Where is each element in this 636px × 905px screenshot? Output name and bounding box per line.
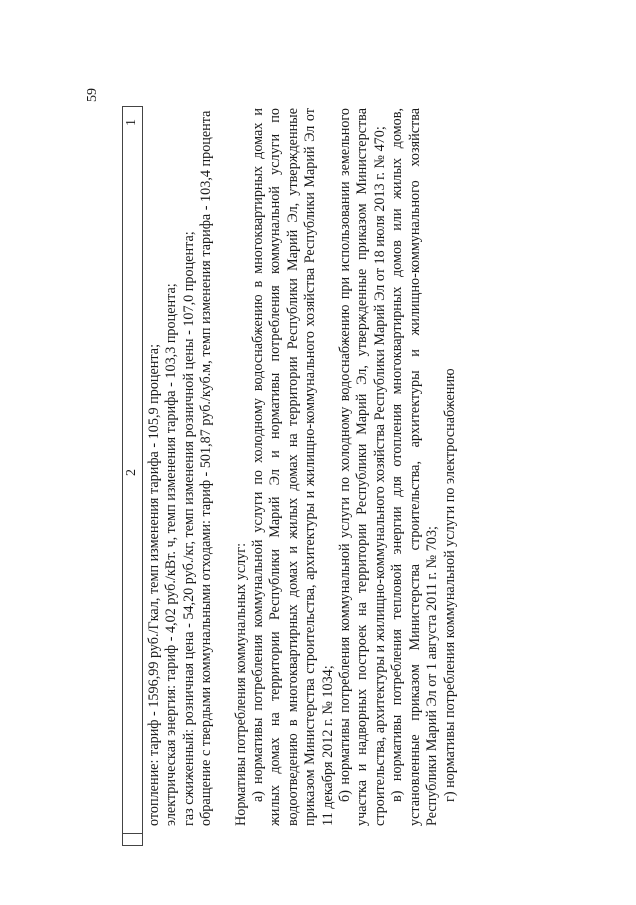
table-top-border [122, 106, 123, 846]
text-paragraph: обращение с твердыми коммунальными отходами: тариф - 501,87 руб./куб.м, темп изменения тарифа - 103,4 процента [198, 110, 215, 826]
blank-line [216, 108, 233, 826]
table-right-border [122, 106, 142, 107]
tariff-table [122, 106, 592, 846]
text-paragraph: г) нормативы потребления коммунальной услуги по электроснабжению [441, 368, 458, 802]
column-2-header: 2 [124, 469, 139, 476]
text-paragraph: б) нормативы потребления коммунальной услуги по холодному водоснабжению при использовании земельного участка и надворных построек на территории Республики Марий Эл, утвержденные приказом Министерства строительства, архитектуры и жилищно-коммунального хозяйства Республики Марий Эл от 18 июля 2013 г. № 470; [337, 108, 388, 826]
column-1-header: 1 [124, 119, 139, 126]
page-number: 59 [85, 88, 100, 102]
table-header-divider [142, 106, 143, 846]
column-divider [122, 833, 142, 834]
text-paragraph: в) нормативы потребления тепловой энергии для отопления многоквартирных домов или жилых домов, установленные приказом Министерства строительства, архитектуры и жилищно-коммунального хозяйства Республики Марий Эл от 1 августа 2011 г. № 703; [389, 108, 441, 826]
text-paragraph: электрическая энергия: тариф - 4,02 руб./кВт. ч, темп изменения тарифа - 103,3 процента; [163, 283, 180, 826]
table-cell-text [146, 108, 459, 826]
rotated-page-content [122, 106, 592, 846]
text-paragraph: а) нормативы потребления коммунальной услуги по холодному водоснабжению в многоквартирных домах и жилых домах на территории Республики Марий Эл и нормативы потребления коммунальной услуги по водоотведению в многоквартирных домах и жилых домах на территории Республики Марий Эл, утвержденные приказом Министерства строительства, архитектуры и жилищно-коммунального хозяйства Республики Марий Эл от 11 декабря 2012 г. № 1034; [250, 108, 336, 826]
text-paragraph: отопление: тариф - 1596,99 руб./Гкал, темп изменения тарифа - 105,9 процента; [146, 343, 162, 826]
table-left-border [122, 845, 142, 846]
text-paragraph: газ сжиженный: розничная цена - 54,20 руб./кг, темп изменения розничной цены - 107,0 процента; [180, 231, 197, 826]
text-paragraph: Нормативы потребления коммунальных услуг: [232, 542, 249, 826]
